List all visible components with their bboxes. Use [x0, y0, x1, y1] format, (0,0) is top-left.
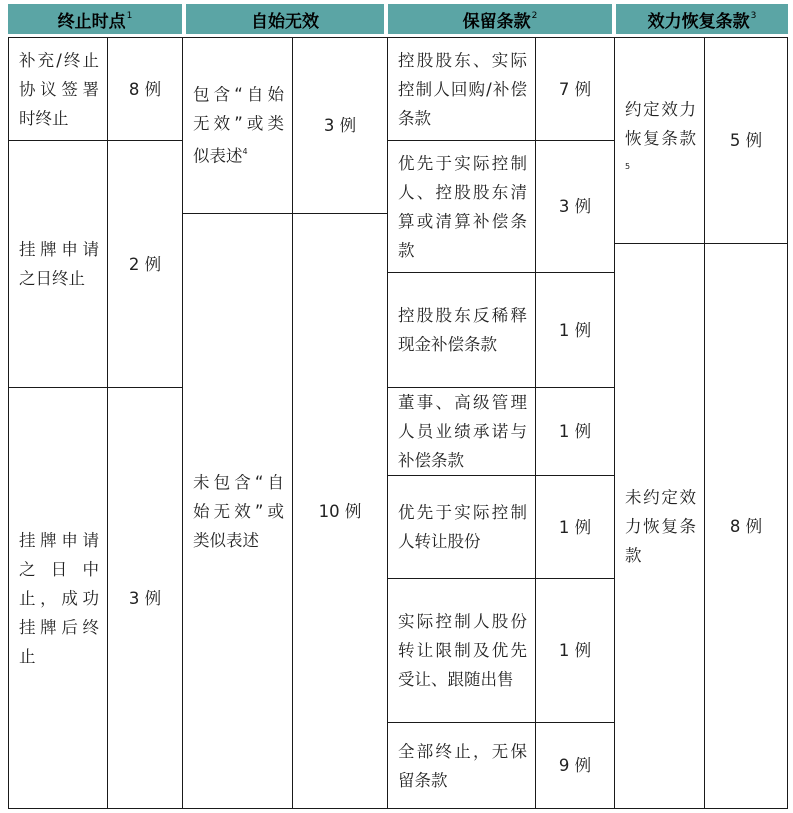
cell-count: 1 例 — [558, 517, 592, 537]
cell-text: 未包含“自始无效”或类似表述 — [193, 472, 284, 550]
retained-label-5 — [387, 475, 536, 579]
retained-label-1 — [387, 37, 536, 141]
cell-text: 董事、高级管理人员业绩承诺与补偿条款 — [398, 393, 527, 470]
cell-text: 优先于实际控制人转让股份 — [398, 503, 527, 551]
retained-label-4 — [387, 387, 536, 476]
footnote-marker: 2 — [531, 11, 538, 21]
void-count-1 — [292, 37, 388, 214]
header-label: 保留条款 — [462, 11, 531, 32]
retained-count-1 — [535, 37, 615, 141]
cell-count: 1 例 — [558, 422, 592, 441]
footnote-marker: 1 — [126, 11, 133, 21]
retained-count-7 — [535, 722, 615, 809]
retained-label-2 — [387, 140, 536, 273]
cell-text: 控股股东反稀释现金补偿条款 — [398, 306, 527, 354]
cell-text: 补充/终止协议签署时终止 — [19, 50, 99, 128]
cell-count: 1 例 — [558, 641, 592, 660]
cell-text: 实际控制人股份转让限制及优先受让、跟随出售 — [398, 612, 527, 689]
cell-text: 包含“自始无效”或类似表述$^4$ — [193, 85, 284, 166]
cell-count: 3 例 — [558, 197, 592, 216]
retained-label-3 — [387, 272, 536, 388]
cell-text: 未约定效力恢复条款 — [625, 487, 696, 565]
cell-count: 3 例 — [323, 116, 357, 135]
reinstatement-label-2 — [614, 243, 705, 809]
header-reinstatement-clauses — [616, 4, 788, 34]
cell-count: 8 例 — [729, 516, 763, 536]
cell-text: 挂牌申请之日中止，成功挂牌后终止 — [19, 530, 99, 666]
reinstatement-count-2 — [704, 243, 788, 809]
void-label-1 — [182, 37, 293, 214]
cell-count: 8 例 — [128, 79, 162, 99]
cell-text: 挂牌申请之日终止 — [19, 240, 99, 288]
retained-label-7 — [387, 722, 536, 809]
termination-count-1 — [107, 37, 183, 141]
termination-label-3 — [8, 387, 108, 809]
cell-count: 5 例 — [729, 131, 763, 150]
footnote-marker: 5 — [625, 162, 631, 172]
cell-text: 控股股东、实际控制人回购/补偿条款 — [398, 50, 527, 128]
termination-label-1 — [8, 37, 108, 141]
void-label-2 — [182, 213, 293, 809]
header-label: 效力恢复条款 — [647, 11, 750, 32]
cell-text: 约定效力恢复条款$^5$ — [625, 100, 696, 172]
retained-count-5 — [535, 475, 615, 579]
cell-count: 7 例 — [558, 79, 592, 99]
cell-count: 10 例 — [318, 501, 362, 521]
void-count-2 — [292, 213, 388, 809]
retained-count-3 — [535, 272, 615, 388]
footnote-marker: 3 — [750, 11, 757, 21]
termination-count-3 — [107, 387, 183, 809]
termination-label-2 — [8, 140, 108, 388]
header-label: 终止时点 — [57, 11, 126, 32]
termination-count-2 — [107, 140, 183, 388]
header-label: 自始无效 — [251, 11, 319, 32]
cell-text: 优先于实际控制人、控股股东清算或清算补偿条款 — [398, 153, 527, 260]
header-void-ab-initio — [186, 4, 384, 34]
header-retained-clauses — [388, 4, 612, 34]
reinstatement-label-1 — [614, 37, 705, 244]
retained-count-2 — [535, 140, 615, 273]
header-termination-time — [8, 4, 182, 34]
footnote-marker: 4 — [242, 147, 248, 157]
cell-text: 全部终止，无保留条款 — [398, 741, 527, 790]
reinstatement-count-1 — [704, 37, 788, 244]
cell-count: 2 例 — [128, 254, 162, 274]
cell-count: 3 例 — [128, 588, 162, 608]
cell-count: 1 例 — [558, 320, 592, 340]
cell-count: 9 例 — [558, 756, 592, 775]
retained-count-6 — [535, 578, 615, 723]
retained-count-4 — [535, 387, 615, 476]
retained-label-6 — [387, 578, 536, 723]
